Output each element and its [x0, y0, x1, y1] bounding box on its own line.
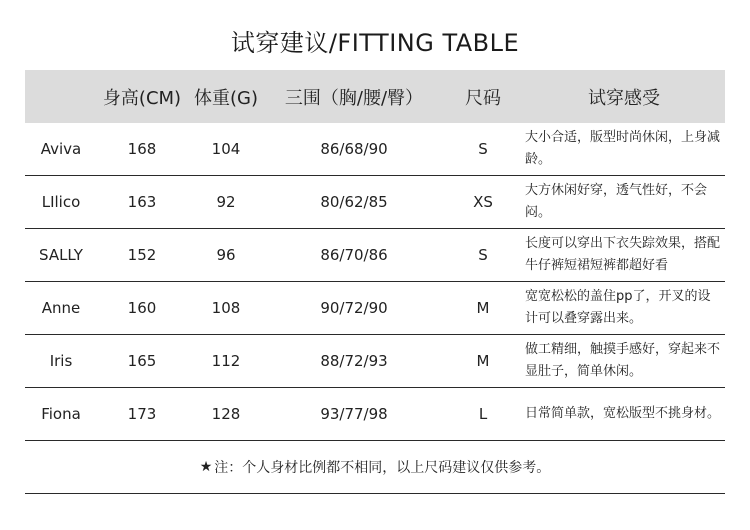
- cell-height: 168: [127, 140, 157, 158]
- cell-measurements: 93/77/98: [320, 405, 388, 423]
- cell-name: LIlico: [41, 193, 81, 211]
- cell-size: S: [478, 140, 488, 158]
- table-row: [25, 282, 725, 335]
- cell-weight: 112: [211, 352, 241, 370]
- cell-height: 160: [127, 299, 157, 317]
- cell-measurements: 88/72/93: [320, 352, 388, 370]
- cell-size: S: [478, 246, 488, 264]
- header-name: [25, 70, 97, 123]
- table-row: [25, 388, 725, 441]
- cell-height: 165: [127, 352, 157, 370]
- cell-height: 173: [127, 405, 157, 423]
- cell-name: SALLY: [39, 246, 83, 264]
- cell-advice: 日常简单款，宽松版型不挑身材。: [525, 406, 721, 421]
- cell-measurements: 86/68/90: [320, 140, 388, 158]
- cell-measurements: 80/62/85: [320, 193, 388, 211]
- cell-weight: 104: [211, 140, 241, 158]
- cell-measurements: 86/70/86: [320, 246, 388, 264]
- table-row: [25, 229, 725, 282]
- header-measurements: 三围（胸/腰/臀）: [284, 87, 424, 109]
- cell-height: 163: [127, 193, 157, 211]
- cell-name: Anne: [41, 299, 81, 317]
- cell-weight: 92: [216, 193, 236, 211]
- cell-size: L: [478, 405, 488, 423]
- table-row: [25, 335, 725, 388]
- cell-advice: 大小合适，版型时尚休闲，上身减龄。: [525, 130, 721, 167]
- footer-note-text: 注：个人身材比例都不相同，以上尺码建议仅供参考。: [214, 460, 551, 476]
- table-row: [25, 123, 725, 176]
- cell-weight: 96: [216, 246, 236, 264]
- cell-advice: 宽宽松松的盖住pp了，开叉的设计可以叠穿露出来。: [525, 289, 711, 326]
- page-title: 试穿建议/FITTING TABLE: [230, 29, 520, 57]
- header-advice: 试穿感受: [588, 87, 660, 109]
- cell-measurements: 90/72/90: [320, 299, 388, 317]
- cell-size: M: [476, 299, 490, 317]
- cell-height: 152: [127, 246, 157, 264]
- header-size: 尺码: [465, 87, 501, 109]
- cell-advice: 长度可以穿出下衣失踪效果，搭配牛仔裤短裙短裤都超好看: [525, 236, 721, 273]
- footer-note: [25, 441, 725, 494]
- star-icon: ★: [199, 459, 213, 475]
- cell-name: Aviva: [40, 140, 82, 158]
- fitting-table: [25, 70, 725, 441]
- header-weight: 体重(G): [194, 87, 258, 109]
- header-height: 身高(CM): [102, 87, 182, 109]
- cell-weight: 108: [211, 299, 241, 317]
- cell-weight: 128: [211, 405, 241, 423]
- cell-name: Iris: [49, 352, 73, 370]
- table-header: [25, 70, 725, 123]
- cell-advice: 做工精细，触摸手感好，穿起来不显肚子，简单休闲。: [525, 342, 721, 379]
- cell-advice: 大方休闲好穿，透气性好，不会闷。: [525, 183, 708, 220]
- cell-size: XS: [473, 193, 493, 211]
- cell-name: Fiona: [41, 405, 81, 423]
- table-row: [25, 176, 725, 229]
- cell-size: M: [476, 352, 490, 370]
